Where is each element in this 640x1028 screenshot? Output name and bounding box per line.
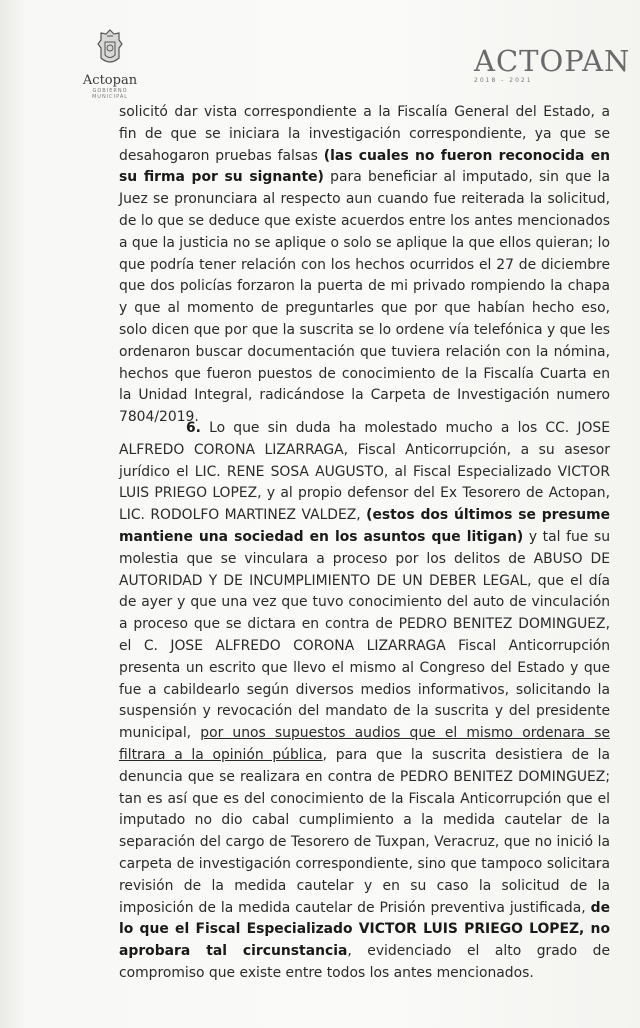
paragraph1-text-2: para beneficiar al imputado, sin que la Juez se pronunciara al respecto aun cuando fue reiterada la solicitud, de lo que se deduce que existe acuerdos entre los antes mencionados a que la justicia no se aplique o solo se aplique la que ellos quieran; lo que podría tener relación con los hechos ocurridos el 27 de diciembre que dos policías forzaron la puerta de mi privado rompiendo la chapa y que al momento de preguntarles que por que habían hecho eso, solo dicen que por que la suscrita se lo ordene vía telefónica y que les ordenaron buscar documentación que tuviera relación con la nómina, hechos que fueron puestos de conocimiento de la Fiscalía Cuarta en la Unidad Integral, radicándose la Carpeta de Investigación numero 7804/2019.: [119, 169, 611, 426]
paragraph2-text-1: Lo que sin duda ha molestado mucho a los CC. JOSE ALFREDO CORONA LIZARRAGA, Fiscal Anticorrupción, a su asesor jurídico el LIC. RENE SOSA AUGUSTO, al Fiscal Especializado VICTOR LUIS PRIEGO LOPEZ, y al propio defensor del Ex Tesorero de Actopan, LIC. RODOLFO MARTINEZ VALDEZ,: [119, 420, 610, 524]
paragraph2-bold-1: (estos dos últimos se presume mantiene una sociedad en los asuntos que litigan): [119, 507, 610, 545]
left-logo-name: Actopan: [82, 73, 138, 88]
coat-of-arms-icon: [95, 28, 125, 68]
paragraph1-text-1: solicitó dar vista correspondiente a la Fiscalía General del Estado, a fin de que se iniciara la investigación correspondiente, ya que se desahogaron pruebas falsas: [119, 104, 610, 164]
paragraph-continuation: [119, 102, 610, 429]
paragraph2-text-4: , evidenciado el alto grado de compromiso que existe entre todos los antes mencionados.: [119, 943, 610, 981]
right-logo-years: 2018 - 2021: [474, 77, 533, 84]
paragraph1-bold-1: (las cuales no fueron reconocida en su firma por su signante): [119, 147, 610, 186]
paragraph-6: [119, 418, 610, 985]
paragraph2-text-2: y tal fue su molestia que se vinculara a proceso por los delitos de ABUSO DE AUTORIDAD Y DE INCUMPLIMIENTO DE UN DEBER LEGAL, que el día de ayer y que una vez que tuvo conocimiento del auto de vinculación a proceso que se dictara en contra de PEDRO BENITEZ DOMINGUEZ, el C. JOSE ALFREDO CORONA LIZARRAGA Fiscal Anticorrupción presenta un escrito que llevo el mismo al Congreso del Estado y que fue a cabildearlo según diversos medios informativos, solicitando la suspensión y revocación del mandato de la suscrita y del presidente municipal,: [119, 528, 611, 742]
right-logo-name: ACTOPAN: [474, 44, 631, 78]
paragraph2-underlined: por unos supuestos audios que el mismo ordenara se filtrara a la opinión pública: [119, 725, 610, 763]
paragraph2-text-3: , para que la suscrita desistiera de la denuncia que se realizara en contra de PEDRO BENITEZ DOMINGUEZ; tan es así que es del conocimiento de la Fiscala Anticorrupción que el imputado no dio cabal cumplimiento a la medida cautelar de la separación del cargo de Tesorero de Tuxpan, Veracruz, que no inició la carpeta de investigación correspondiente, sino que tampoco solicitara revisión de la medida cautelar y en su caso la solicitud de la imposición de la medida cautelar de Prisión preventiva justificada,: [119, 746, 610, 916]
left-logo-subtitle: GOBIERNO MUNICIPAL: [91, 88, 129, 100]
actopan-municipal-logo: [78, 28, 142, 100]
paragraph-number: 6.: [186, 420, 201, 436]
paragraph2-bold-2: de lo que el Fiscal Especializado VICTOR LUIS PRIEGO LOPEZ, no aprobara tal circunstancia: [119, 899, 610, 960]
actopan-administration-logo: [474, 44, 631, 85]
